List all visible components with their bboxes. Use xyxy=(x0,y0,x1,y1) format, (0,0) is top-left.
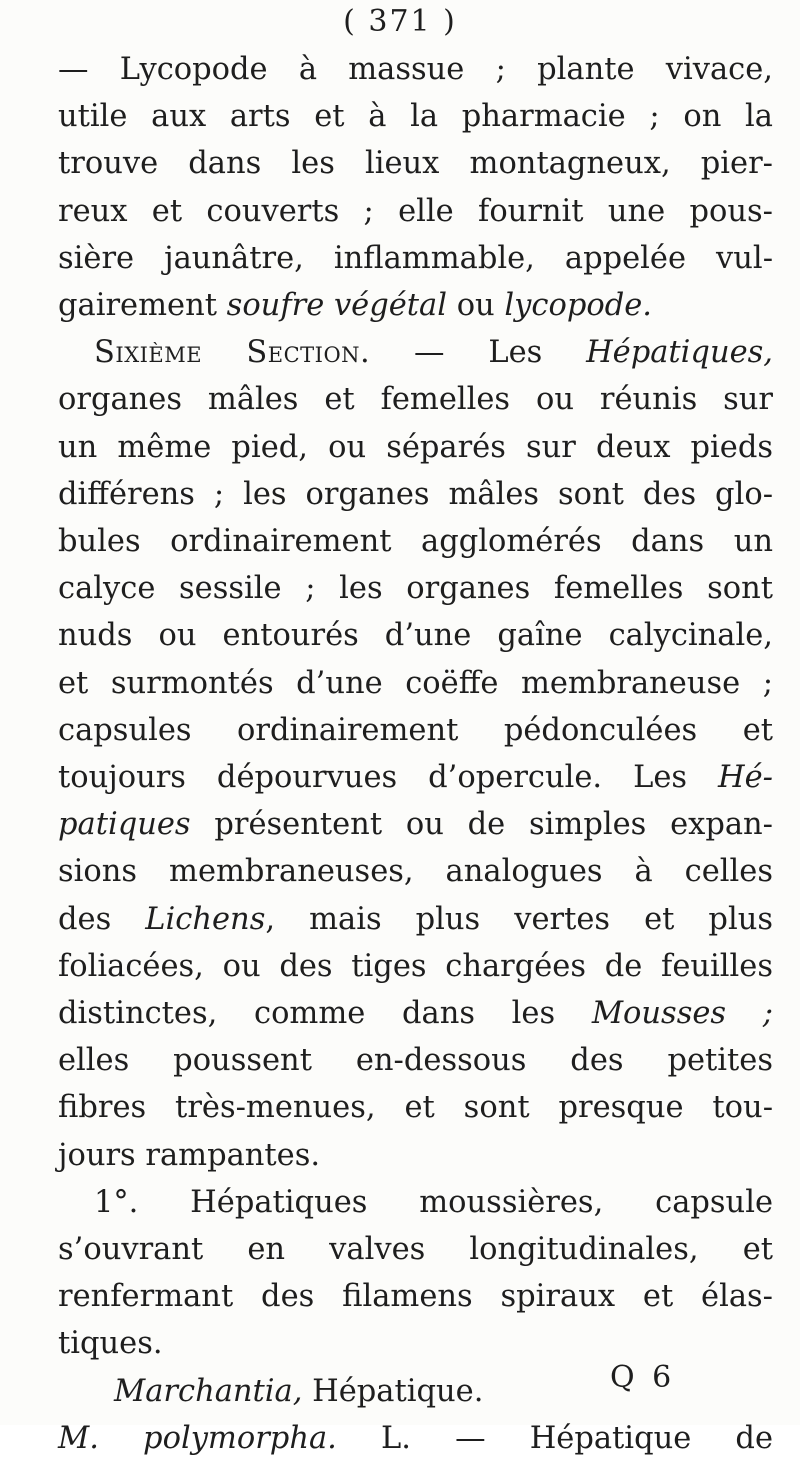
text-line xyxy=(58,93,773,140)
printer-signature-mark: Q 6 xyxy=(610,1360,676,1395)
italic-text-run: patiques xyxy=(58,807,191,843)
text-line xyxy=(58,140,773,187)
text-run: — Lycopode à massue ; plante vivace, xyxy=(58,52,773,87)
text-run: — Les xyxy=(370,335,587,371)
text-run: des xyxy=(58,901,146,937)
text-line xyxy=(58,612,773,659)
text-run: s’ouvrant en valves longitudinales, et xyxy=(58,1232,773,1268)
text-run: capsules ordinairement pédonculées et xyxy=(58,712,773,748)
text-run: nuds ou entourés d’une gaîne calycinale, xyxy=(58,618,773,654)
text-run: bules ordinairement agglomérés dans un xyxy=(58,524,773,560)
text-run: toujours dépourvues d’opercule. Les xyxy=(58,760,719,796)
text-line xyxy=(58,1084,773,1131)
text-line xyxy=(58,235,773,282)
text-line xyxy=(58,518,773,565)
text-run: gairement xyxy=(58,288,227,324)
italic-text-run: M. polymorpha. xyxy=(58,1420,337,1456)
text-line xyxy=(58,707,773,754)
text-run: présentent ou de simples expan- xyxy=(190,807,773,843)
text-run: ou xyxy=(447,288,505,324)
italic-text-run: Hépatiques, xyxy=(586,335,773,371)
text-run: utile aux arts et à la pharmacie ; on la xyxy=(58,99,773,135)
text-run: sions membraneuses, analogues à celles xyxy=(58,854,773,890)
text-run: un même pied, ou séparés sur deux pieds xyxy=(58,429,773,465)
text-run: jours rampantes. xyxy=(58,1137,321,1173)
text-line xyxy=(58,1179,773,1226)
text-line xyxy=(58,1415,773,1462)
text-run: et surmontés d’une coëffe membraneuse ; xyxy=(58,665,773,701)
text-line xyxy=(58,471,773,518)
italic-text-run: lycopode. xyxy=(504,288,652,324)
italic-text-run: Hé- xyxy=(718,760,773,796)
page-body-text xyxy=(58,46,773,1462)
text-line xyxy=(58,329,773,376)
page-number-header: ( 371 ) xyxy=(343,4,457,39)
text-run: distinctes, comme dans les xyxy=(58,996,592,1032)
text-run: L. — Hépatique de xyxy=(336,1420,773,1456)
text-line xyxy=(58,1132,773,1179)
text-run: Sixième Section. xyxy=(94,335,371,371)
text-line xyxy=(58,754,773,801)
text-line xyxy=(58,896,773,943)
text-run: calyce sessile ; les organes femelles sont xyxy=(58,571,773,607)
text-line xyxy=(58,424,773,471)
text-run: différens ; les organes mâles sont des glo- xyxy=(58,476,773,512)
text-line xyxy=(58,282,773,329)
italic-text-run: Mousses ; xyxy=(591,996,774,1032)
text-run: reux et couverts ; elle fournit une pous- xyxy=(58,193,773,229)
text-line xyxy=(58,376,773,423)
text-run: tiques. xyxy=(58,1326,163,1362)
text-line xyxy=(58,188,773,235)
text-run: Hépatique. xyxy=(302,1373,484,1409)
text-run: sière jaunâtre, inflammable, appelée vul- xyxy=(58,240,773,276)
italic-text-run: Marchantia, xyxy=(114,1373,303,1409)
italic-text-run: Lichens xyxy=(145,901,266,937)
text-line xyxy=(58,46,773,93)
text-line xyxy=(58,848,773,895)
text-line xyxy=(58,801,773,848)
text-line xyxy=(58,943,773,990)
text-line xyxy=(58,1037,773,1084)
text-run: , mais plus vertes et plus xyxy=(265,901,773,937)
text-run: renfermant des filamens spiraux et élas- xyxy=(58,1279,773,1315)
text-run: trouve dans les lieux montagneux, pier- xyxy=(58,146,773,182)
text-line xyxy=(58,990,773,1037)
text-line xyxy=(58,660,773,707)
text-line xyxy=(58,1273,773,1320)
text-line xyxy=(58,1226,773,1273)
text-run: foliacées, ou des tiges chargées de feuilles xyxy=(58,948,773,984)
italic-text-run: soufre végétal xyxy=(226,288,447,324)
text-line xyxy=(58,565,773,612)
text-run: elles poussent en-dessous des petites xyxy=(58,1043,773,1079)
text-run: organes mâles et femelles ou réunis sur xyxy=(58,382,773,418)
text-run: 1°. Hépatiques moussières, capsule xyxy=(94,1184,773,1220)
text-run: fibres très-menues, et sont presque tou- xyxy=(58,1090,773,1126)
